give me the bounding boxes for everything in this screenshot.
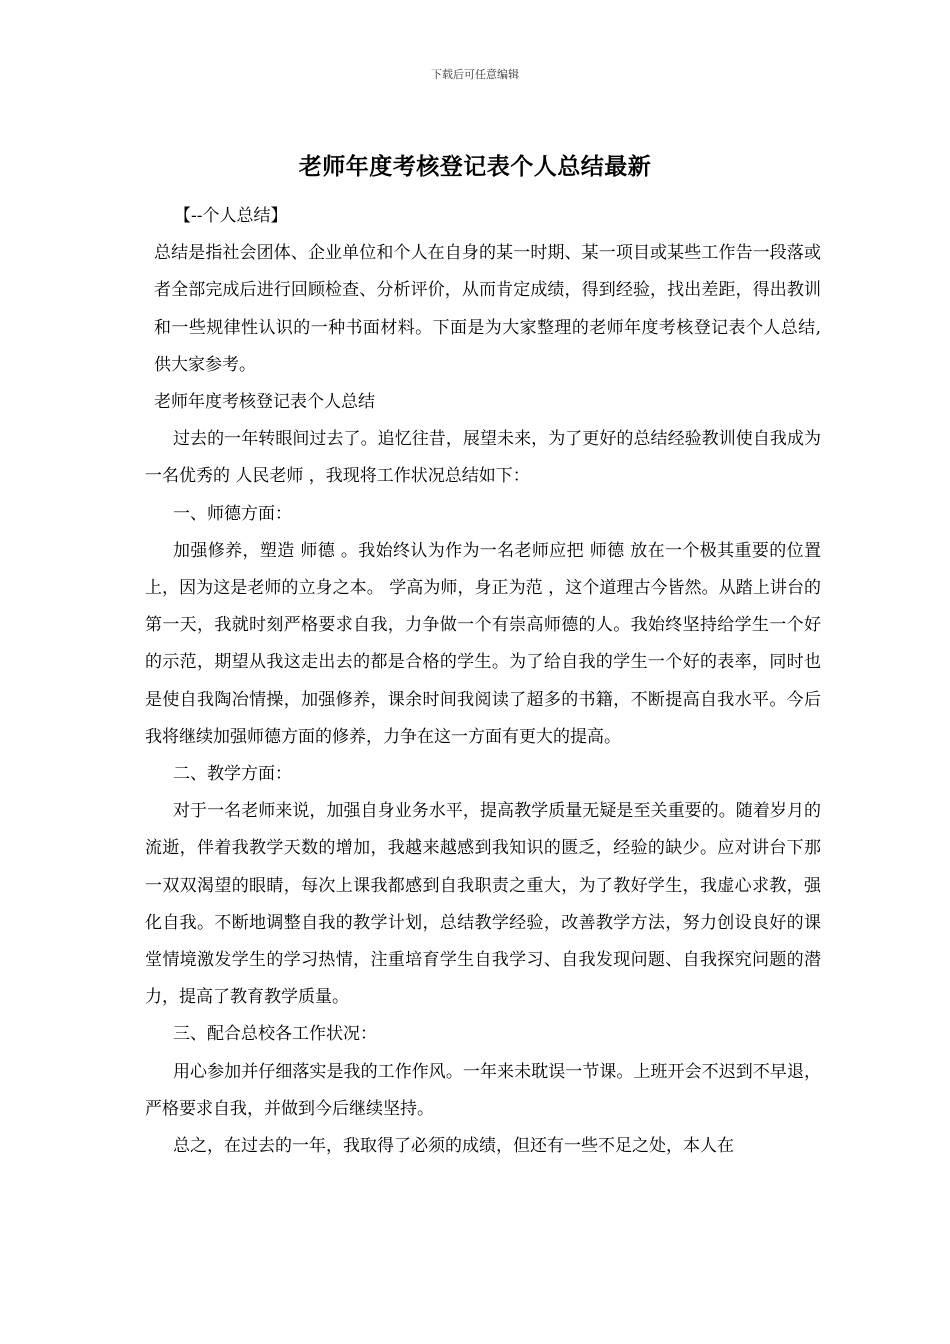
heading-teaching: 二、教学方面： — [173, 764, 292, 785]
intro-paragraph: 总结是指社会团体、企业单位和个人在自身的某一时期、某一项目或某些工作告一段落或者全部完成后进行回顾检查、分析评价，从而肯定成绩，得到经验，找出差距，得出教训和一些规律性认识的一种书面材料。下面是为大家整理的老师年度考核登记表个人总结,供大家参考。 — [154, 243, 821, 375]
opening-paragraph: 过去的一年转眼间过去了。追忆往昔，展望未来，为了更好的总结经验教训使自我成为一名优秀的 人民老师 ，我现将工作状况总结如下： — [145, 429, 821, 487]
heading-cooperation: 三、配合总校各工作状况： — [173, 1024, 377, 1045]
heading-ethics: 一、师德方面： — [173, 503, 292, 524]
document-title: 老师年度考核登记表个人总结最新 — [298, 153, 652, 180]
ethics-paragraph: 加强修养，塑造 师德 。我始终认为作为一名老师应把 师德 放在一个极其重要的位置上，因为这是老师的立身之本。 学高为师，身正为范 ，这个道理古今皆然。从踏上讲台的第一天，我就时刻严格要求自我，力争做一个有崇高师德的人。我始终坚持给学生一个好的示范，期望从我这走出去的都是合格的学生。为了给自我的学生一个好的表率，同时也是使自我陶冶情操，加强修养，课余时间我阅读了超多的书籍，不断提高自我水平。今后我将继续加强师德方面的修养，力争在这一方面有更大的提高。 — [145, 540, 821, 747]
section-label: 【--个人总结】 — [174, 206, 288, 226]
summary-paragraph: 总之，在过去的一年，我取得了必须的成绩，但还有一些不足之处，本人在 — [173, 1136, 734, 1157]
document-body — [145, 198, 821, 1165]
teaching-paragraph: 对于一名老师来说，加强自身业务水平，提高教学质量无疑是至关重要的。随着岁月的流逝，伴着我教学天数的增加，我越来越感到我知识的匮乏，经验的缺少。应对讲台下那一双双渴望的眼睛，每次上课我都感到自我职责之重大，为了教好学生，我虚心求教，强化自我。不断地调整自我的教学计划，总结教学经验，改善教学方法，努力创设良好的课堂情境激发学生的学习热情，注重培育学生自我学习、自我发现问题、自我探究问题的潜力，提高了教育教学质量。 — [145, 801, 821, 1008]
subtitle: 老师年度考核登记表个人总结 — [154, 392, 375, 413]
cooperation-paragraph: 用心参加并仔细落实是我的工作作风。一年来未耽误一节课。上班开会不迟到不早退，严格要求自我，并做到今后继续坚持。 — [145, 1061, 821, 1119]
header-note: 下载后可任意编辑 — [431, 68, 519, 81]
